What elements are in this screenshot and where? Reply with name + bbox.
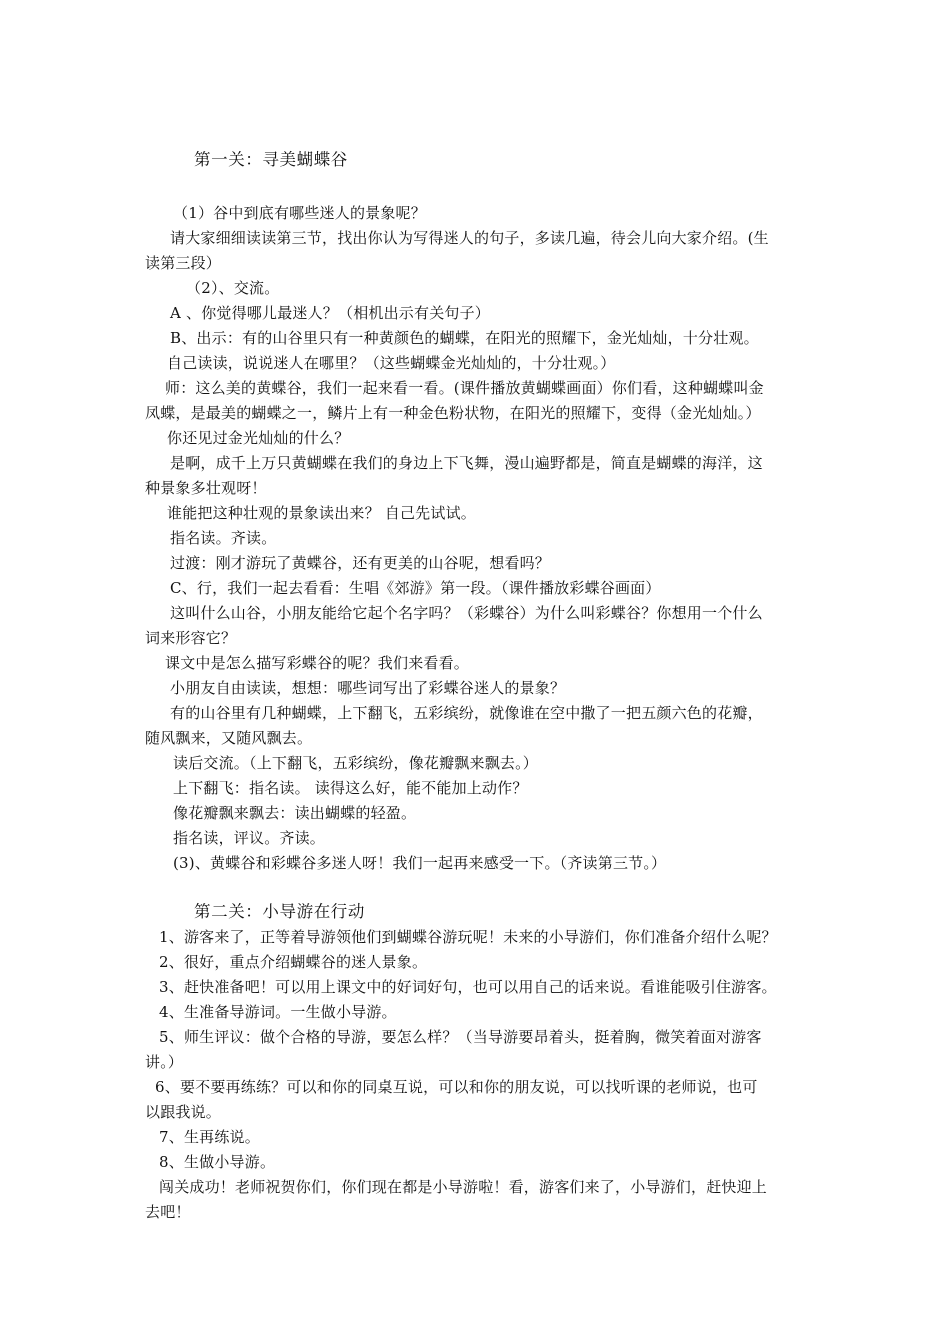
paragraph-line: 谁能把这种壮观的景象读出来？ 自己先试试。	[167, 504, 476, 522]
paragraph-line: 你还见过金光灿灿的什么？	[167, 429, 350, 447]
paragraph-line: 种景象多壮观呀！	[145, 479, 267, 497]
paragraph-line: 随风飘来，又随风飘去。	[145, 729, 313, 747]
paragraph-line: 词来形容它？	[145, 629, 237, 647]
paragraph-line: 这叫什么山谷，小朋友能给它起个名字吗？（彩蝶谷）为什么叫彩蝶谷？你想用一个什么	[170, 604, 763, 622]
paragraph-line: 小朋友自由读读，想想：哪些词写出了彩蝶谷迷人的景象？	[170, 679, 566, 697]
paragraph-line: 课文中是怎么描写彩蝶谷的呢？我们来看看。	[165, 654, 470, 672]
paragraph-line: 过渡：刚才游玩了黄蝶谷，还有更美的山谷呢，想看吗？	[170, 554, 551, 572]
section-2-title: 第二关：小导游在行动	[194, 902, 365, 921]
paragraph-line: 像花瓣飘来飘去：读出蝴蝶的轻盈。	[173, 804, 417, 822]
paragraph-line: 7、生再练说。	[159, 1128, 260, 1146]
paragraph-line: （1）谷中到底有哪些迷人的景象呢？	[173, 204, 426, 222]
paragraph-line: 4、生准备导游词。一生做小导游。	[159, 1003, 397, 1021]
paragraph-line: 8、生做小导游。	[159, 1153, 276, 1171]
paragraph-line: 指名读。齐读。	[170, 529, 277, 547]
paragraph-line: 6、要不要再练练？可以和你的同桌互说，可以和你的朋友说，可以找听课的老师说，也可	[155, 1078, 758, 1096]
paragraph-line: 自己读读，说说迷人在哪里？（这些蝴蝶金光灿灿的，十分壮观。）	[167, 354, 616, 372]
paragraph-line: A 、你觉得哪儿最迷人？（相机出示有关句子）	[170, 304, 491, 322]
paragraph-line: 以跟我说。	[145, 1103, 222, 1121]
paragraph-line: 是啊，成千上万只黄蝴蝶在我们的身边上下飞舞，漫山遍野都是，简直是蝴蝶的海洋，这	[170, 454, 763, 472]
paragraph-line: （2）、交流。	[186, 279, 280, 297]
section-1-title: 第一关：寻美蝴蝶谷	[194, 150, 348, 169]
paragraph-line: 讲。）	[145, 1053, 184, 1071]
paragraph-line: (3)、黄蝶谷和彩蝶谷多迷人呀！我们一起再来感受一下。（齐读第三节。）	[173, 854, 667, 872]
paragraph-line: 师：这么美的黄蝶谷，我们一起来看一看。(课件播放黄蝴蝶画面）你们看，这种蝴蝶叫金	[165, 379, 764, 397]
paragraph-line: 上下翻飞：指名读。 读得这么好，能不能加上动作？	[173, 779, 528, 797]
paragraph-line: 去吧！	[145, 1203, 191, 1221]
paragraph-line: 5、师生评议：做个合格的导游，要怎么样？（当导游要昂着头，挺着胸，微笑着面对游客	[159, 1028, 762, 1046]
paragraph-line: 闯关成功！老师祝贺你们，你们现在都是小导游啦！看，游客们来了，小导游们，赶快迎上	[159, 1178, 768, 1196]
paragraph-line: B、出示：有的山谷里只有一种黄颜色的蝴蝶，在阳光的照耀下，金光灿灿，十分壮观。	[170, 329, 759, 347]
paragraph-line: 3、赶快准备吧！可以用上课文中的好词好句，也可以用自己的话来说。看谁能吸引住游客。	[159, 978, 777, 996]
paragraph-line: 读后交流。（上下翻飞，五彩缤纷，像花瓣飘来飘去。）	[173, 754, 539, 772]
paragraph-line: 1、游客来了，正等着导游领他们到蝴蝶谷游玩呢！未来的小导游们，你们准备介绍什么呢？	[159, 928, 777, 946]
paragraph-line: 指名读，评议。齐读。	[173, 829, 326, 847]
paragraph-line: 读第三段）	[145, 254, 222, 272]
paragraph-line: 2、很好，重点介绍蝴蝶谷的迷人景象。	[159, 953, 428, 971]
paragraph-line: C、行，我们一起去看看：生唱《郊游》第一段。（课件播放彩蝶谷画面）	[170, 579, 661, 597]
paragraph-line: 凤蝶，是最美的蝴蝶之一，鳞片上有一种金色粉状物，在阳光的照耀下，变得（金光灿灿。）	[145, 404, 761, 422]
paragraph-line: 请大家细细读读第三节，找出你认为写得迷人的句子，多读几遍，待会儿向大家介绍。(生	[170, 229, 769, 247]
paragraph-line: 有的山谷里有几种蝴蝶，上下翻飞，五彩缤纷，就像谁在空中撒了一把五颜六色的花瓣，	[170, 704, 763, 722]
